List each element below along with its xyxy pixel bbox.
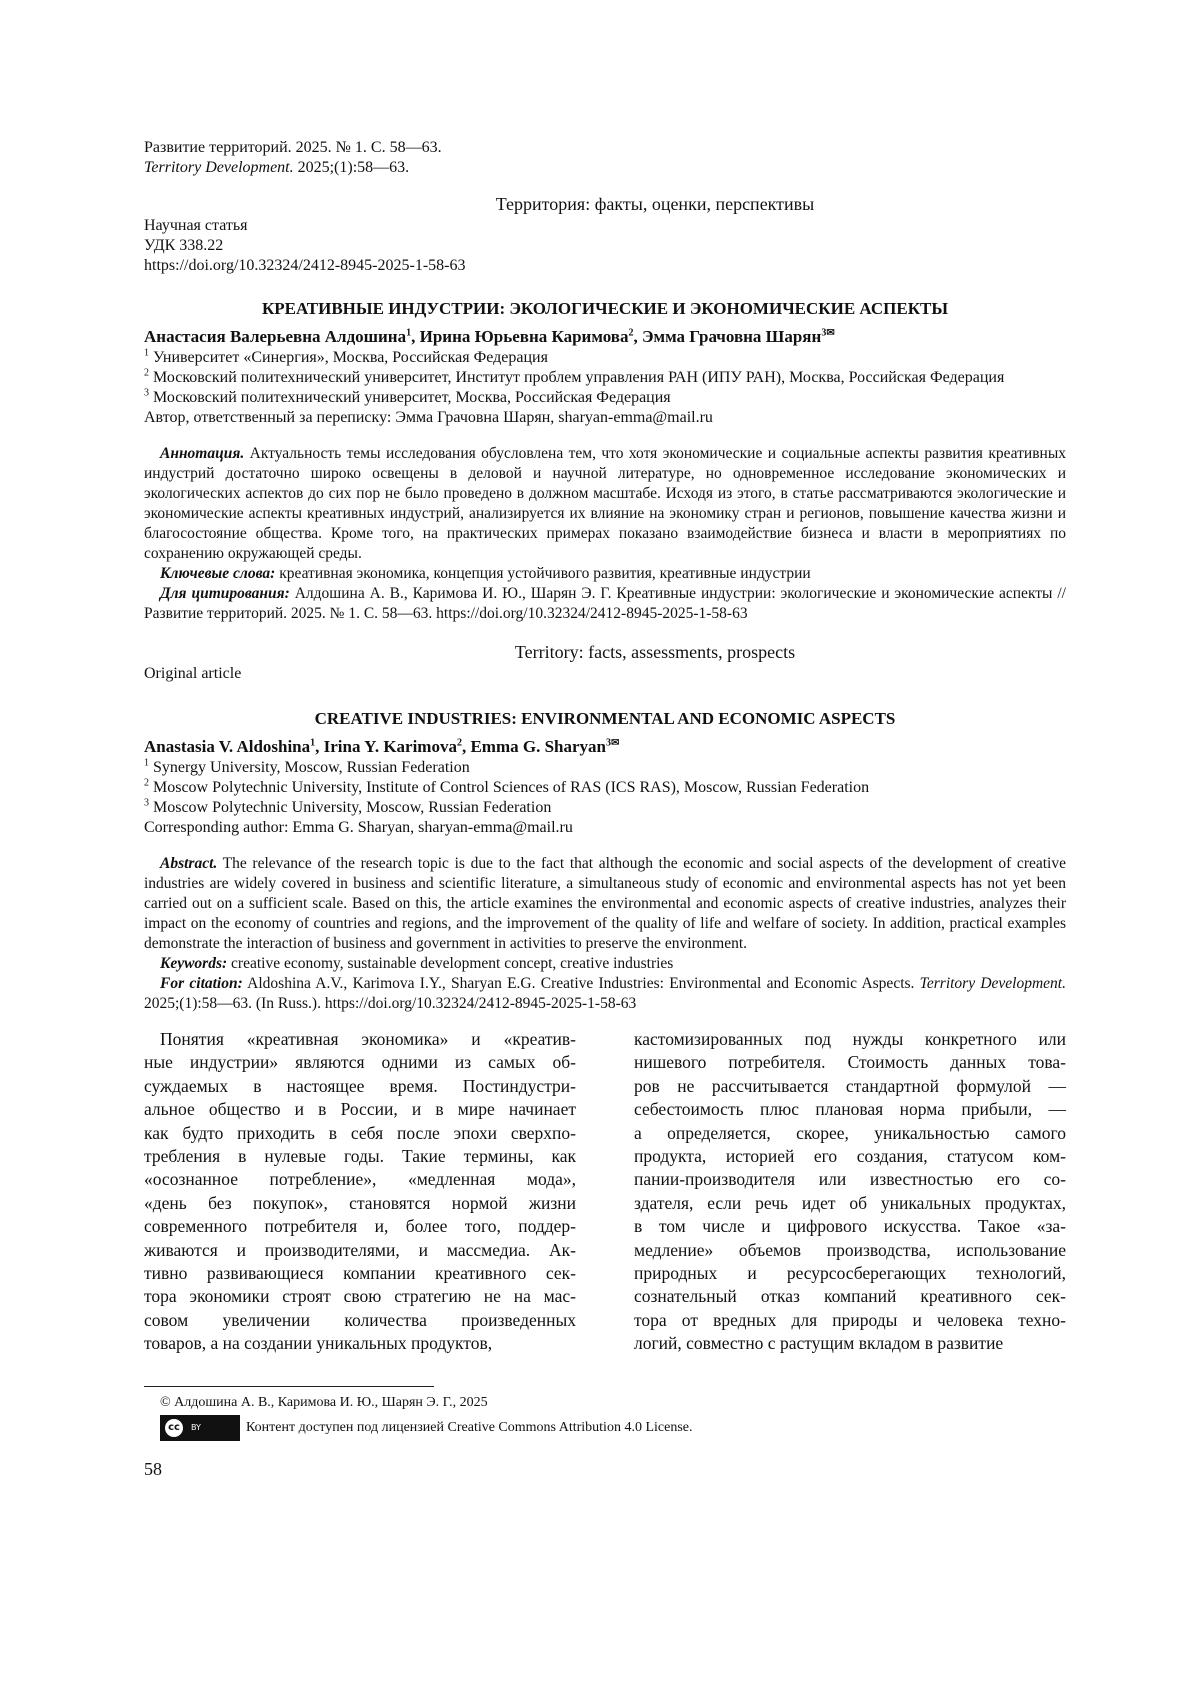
body-text-line: тивно развивающиеся компании креативного сек- bbox=[144, 1263, 576, 1284]
body-text-line: себестоимость плюс плановая норма прибыли, — bbox=[634, 1099, 1066, 1120]
journal-citation-ru: Развитие территорий. 2025. № 1. С. 58—63. bbox=[144, 139, 442, 156]
en-affiliation bbox=[144, 798, 1066, 818]
body-column-left bbox=[144, 1028, 576, 1356]
ru-affiliation bbox=[144, 388, 1066, 408]
copyright-notice: © Алдошина А. В., Каримова И. Ю., Шарян Э. Г., 2025 bbox=[160, 1394, 488, 1410]
corresponding-author-en: Corresponding author: Emma G. Sharyan, sharyan-emma@mail.ru bbox=[144, 819, 573, 836]
en-affiliation bbox=[144, 758, 1066, 778]
ru-affiliation bbox=[144, 348, 1066, 368]
body-text-line: живаются и производителями, и массмедиа. Ак- bbox=[144, 1239, 576, 1260]
body-text-line: Понятия «креативная экономика» и «креатив- bbox=[160, 1029, 576, 1049]
body-text-line: как будто приходить в себя после эпохи сверхпо- bbox=[144, 1122, 576, 1143]
article-type-ru: Научная статья bbox=[144, 217, 248, 234]
udk: УДК 338.22 bbox=[144, 237, 224, 254]
footnote-rule bbox=[144, 1386, 434, 1387]
body-text-line: нишевого потребителя. Стоимость данных това- bbox=[634, 1052, 1066, 1073]
en-author-separator: , bbox=[315, 737, 324, 756]
ru-affiliation-text: Московский политехнический университет, Москва, Российская Федерация bbox=[153, 389, 671, 406]
body-text-line: суждаемых в настоящее время. Постиндустри- bbox=[144, 1075, 576, 1096]
en-affiliation-text: Moscow Polytechnic University, Moscow, Russian Federation bbox=[153, 799, 552, 816]
body-text-line: требления в нулевые годы. Такие термины, как bbox=[144, 1146, 576, 1167]
en-author-name: Anastasia V. Aldoshina bbox=[144, 737, 311, 756]
body-text-line: совом увеличении количества произведенных bbox=[144, 1309, 576, 1330]
title-en: CREATIVE INDUSTRIES: ENVIRONMENTAL AND ECONOMIC ASPECTS bbox=[314, 709, 896, 728]
page-number: 58 bbox=[144, 1458, 162, 1479]
body-text-line: тора экономики строят свою стратегию не на мас- bbox=[144, 1286, 576, 1307]
paper-page bbox=[144, 138, 1066, 1480]
keywords-en: Keywords: creative economy, sustainable development concept, creative industries bbox=[160, 955, 674, 972]
en-affiliation-text: Synergy University, Moscow, Russian Federation bbox=[153, 759, 470, 776]
body-text-line: ров не рассчитывается стандартной формулой — bbox=[634, 1075, 1066, 1096]
en-affiliation-number: 3 bbox=[144, 797, 149, 809]
journal-header bbox=[144, 138, 1066, 178]
body-text-line: «осознанное потребление», «медленная мода», bbox=[144, 1169, 576, 1190]
article-type-en: Original article bbox=[144, 665, 242, 682]
abstract-label-ru: Аннотация. bbox=[160, 445, 245, 462]
body-text-line: современного потребителя и, более того, поддер- bbox=[144, 1216, 576, 1237]
authors-ru bbox=[144, 326, 1066, 348]
en-affiliation-number: 2 bbox=[144, 777, 149, 789]
ru-author-separator: , bbox=[411, 327, 420, 346]
ru-affiliation-text: Московский политехнический университет, Институт проблем управления РАН (ИПУ РАН), Москва, Российская Федерация bbox=[153, 369, 1005, 386]
en-author-name: Emma G. Sharyan bbox=[470, 737, 607, 756]
en-author-affiliation-mark: 2 bbox=[456, 737, 462, 749]
en-affiliation-number: 1 bbox=[144, 757, 149, 769]
keywords-ru: Ключевые слова: креативная экономика, концепция устойчивого развития, креативные индустрии bbox=[160, 565, 811, 582]
ru-affiliation bbox=[144, 368, 1066, 388]
citation-en: For citation: Aldoshina A.V., Karimova I.Y., Sharyan E.G. Creative Industries: Environmental and Economic Aspects. Territory Development. 2025;(1):58—63. (In Russ.). https://doi.org/10.32324/2412-8945-2025-1-58-63 bbox=[144, 975, 1066, 1012]
body-text-line: продукта, историей его создания, статусом ком- bbox=[634, 1146, 1066, 1167]
ru-affiliation-number: 2 bbox=[144, 367, 149, 379]
license-text: Контент доступен под лицензией Creative Commons Attribution 4.0 License. bbox=[246, 1419, 693, 1435]
title-ru: КРЕАТИВНЫЕ ИНДУСТРИИ: ЭКОЛОГИЧЕСКИЕ И ЭКОНОМИЧЕСКИЕ АСПЕКТЫ bbox=[261, 299, 949, 318]
en-author-separator: , bbox=[461, 737, 471, 756]
body-columns bbox=[144, 1028, 1066, 1356]
en-affiliation-text: Moscow Polytechnic University, Institute of Control Sciences of RAS (ICS RAS), Moscow, Russian Federation bbox=[153, 779, 870, 796]
license-line bbox=[144, 1415, 1066, 1441]
doi-link[interactable]: https://doi.org/10.32324/2412-8945-2025-1-58-63 bbox=[144, 257, 466, 274]
body-text-line: ные индустрии» являются одними из самых об- bbox=[144, 1052, 576, 1073]
ru-author-name: Ирина Юрьевна Каримова bbox=[419, 327, 629, 346]
body-text-line: альное общество и в России, и в мире начинает bbox=[144, 1099, 576, 1120]
abstract-ru: Аннотация. Актуальность темы исследования обусловлена тем, что хотя экономические и социальные аспекты развития креативных индустрий достаточно широко освещены в деловой и научной литературе, но одновременное исследование экономических и экологических аспектов до сих пор не было проведено в должном масштабе. Исходя из этого, в статье рассматриваются экологические и экономические аспекты креативных индустрий, анализируется их влияние на экономику стран и регионов, повышение качества жизни и благосостояние общества. Кроме того, на практических примерах показано взаимодействие бизнеса и власти в мероприятиях по сохранению окружающей среды. bbox=[144, 445, 1066, 562]
en-author-affiliation-mark: 3✉ bbox=[606, 737, 620, 749]
body-text-line: здателя, если речь идет об уникальных продуктах, bbox=[634, 1192, 1066, 1213]
body-text-line: сознательный отказ компаний креативного сек- bbox=[634, 1286, 1066, 1307]
ru-author-affiliation-mark: 1 bbox=[406, 327, 412, 339]
affiliations-ru bbox=[144, 348, 1066, 408]
body-text-line: «день без покупок», становятся нормой жизни bbox=[144, 1192, 576, 1213]
rubric-ru: Территория: факты, оценки, перспективы bbox=[495, 194, 815, 214]
ru-author-name: Анастасия Валерьевна Алдошина bbox=[144, 327, 407, 346]
cc-by-license-icon: cc BY bbox=[160, 1415, 240, 1441]
ru-author-affiliation-mark: 3✉ bbox=[821, 327, 835, 339]
ru-author-name: Эмма Грачовна Шарян bbox=[641, 327, 822, 346]
body-text-line: природных и ресурсосберегающих технологий, bbox=[634, 1263, 1066, 1284]
journal-citation-en: Territory Development. 2025;(1):58—63. bbox=[144, 159, 410, 176]
body-text-line: логий, совместно с растущим вкладом в развитие bbox=[634, 1333, 1004, 1354]
abstract-label-en: Abstract. bbox=[160, 855, 218, 872]
authors-en bbox=[144, 736, 1066, 758]
body-text-line: кастомизированных под нужды конкретного или bbox=[634, 1029, 1066, 1049]
citation-ru: Для цитирования: Алдошина А. В., Каримова И. Ю., Шарян Э. Г. Креативные индустрии: экологические и экономические аспекты // Развитие территорий. 2025. № 1. С. 58—63. https://doi.org/10.32324/2412-8945-2025-1-58-63 bbox=[144, 585, 1066, 622]
body-text-line: а определяется, скорее, уникальностью самого bbox=[634, 1122, 1066, 1143]
ru-author-separator: , bbox=[633, 327, 642, 346]
ru-affiliation-text: Университет «Синергия», Москва, Российская Федерация bbox=[153, 349, 548, 366]
en-affiliation bbox=[144, 778, 1066, 798]
body-text-line: пании-производителя или известностью его со- bbox=[634, 1169, 1066, 1190]
ru-affiliation-number: 1 bbox=[144, 347, 149, 359]
ru-affiliation-number: 3 bbox=[144, 387, 149, 399]
corresponding-author-ru: Автор, ответственный за переписку: Эмма Грачовна Шарян, sharyan-emma@mail.ru bbox=[144, 409, 713, 426]
body-text-line: медление» объемов производства, использование bbox=[634, 1239, 1066, 1260]
rubric-en: Territory: facts, assessments, prospects bbox=[514, 642, 796, 662]
en-author-name: Irina Y. Karimova bbox=[323, 737, 457, 756]
body-text-line: тора от вредных для природы и человека техно- bbox=[634, 1309, 1066, 1330]
en-author-affiliation-mark: 1 bbox=[310, 737, 316, 749]
body-column-right bbox=[634, 1028, 1066, 1356]
body-text-line: в том числе и цифрового искусства. Такое «за- bbox=[634, 1216, 1066, 1237]
affiliations-en bbox=[144, 758, 1066, 818]
body-text-line: товаров, а на создании уникальных продуктов, bbox=[144, 1333, 493, 1354]
ru-author-affiliation-mark: 2 bbox=[628, 327, 634, 339]
abstract-en: Abstract. The relevance of the research topic is due to the fact that although the economic and social aspects of the development of creative industries are widely covered in business and scientific literature, a simultaneous study of economic and environmental aspects has not yet been carried out on a sufficient scale. Based on this, the article examines the environmental and economic aspects of creative industries, analyzes their impact on the economy of countries and regions, and the improvement of the quality of life and welfare of society. In addition, practical examples demonstrate the interaction of business and government in activities to preserve the environment. bbox=[144, 855, 1066, 952]
